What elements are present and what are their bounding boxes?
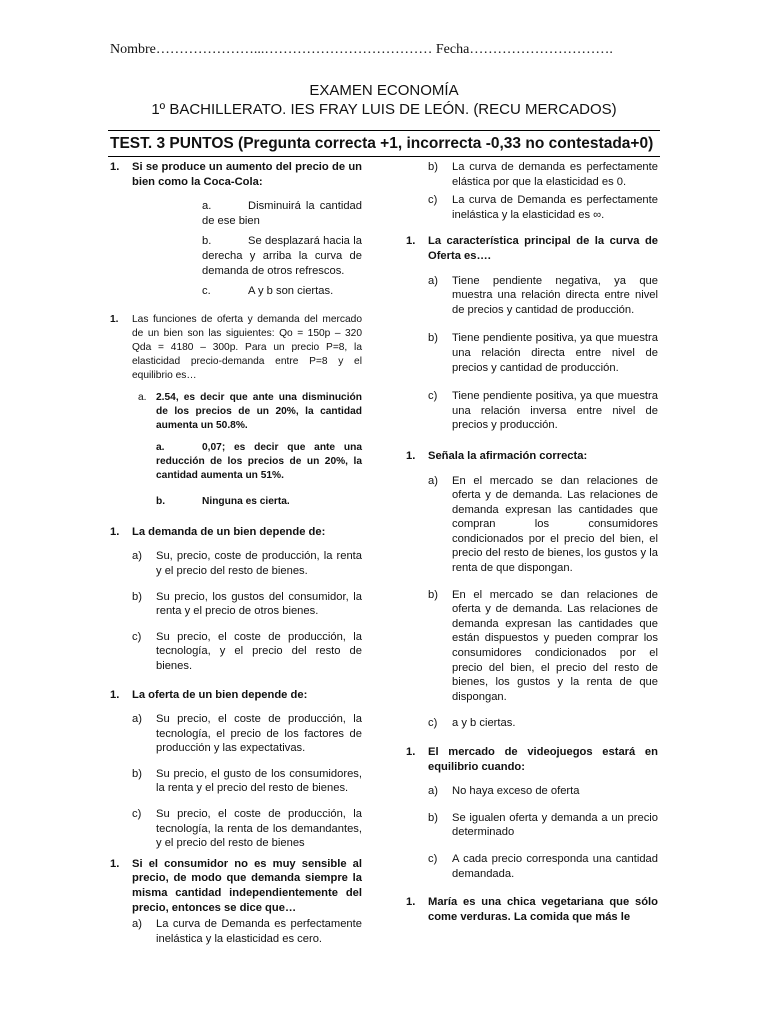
- option-b[interactable]: b) Su precio, los gustos del consumidor, la renta y el precio de otros bienes.: [132, 590, 362, 618]
- option-c[interactable]: c) Tiene pendiente positiva, ya que muestra una relación inversa entre nivel de precios y producción.: [428, 390, 658, 432]
- option-a[interactable]: a) Tiene pendiente negativa, ya que muestra una relación directa entre nivel de precios y cantidad de producción.: [428, 274, 658, 316]
- option-a[interactable]: a) En el mercado se dan relaciones de oferta y de demanda. Las relaciones de demanda expresan las cantidades que compran los consumidores condicionados por el precio del bien, el precio del resto de bienes, los gustos y la renta de que dispongan.: [428, 474, 658, 575]
- option-c[interactable]: c) La curva de Demanda es perfectamente inelástica y la elasticidad es ∞.: [428, 194, 658, 221]
- question-5: 1. Si el consumidor no es muy sensible al precio, de modo que demanda siempre la misma cantidad independientemente del precio, entonces se dice que…: [110, 857, 362, 914]
- left-column: [110, 160, 362, 955]
- question-1: 1. Si se produce un aumento del precio de un bien como la Coca-Cola:: [110, 161, 362, 188]
- question-text: Si se produce un aumento del precio de un bien como la Coca-Cola:: [132, 161, 362, 188]
- question-text: La característica principal de la curva de Oferta es….: [428, 235, 658, 262]
- question-text: La oferta de un bien depende de:: [132, 688, 308, 701]
- question-text: Si el consumidor no es muy sensible al precio, de modo que demanda siempre la misma cantidad independientemente del precio, entonces se dice que…: [132, 857, 362, 914]
- option[interactable]: c. A y b son ciertas.: [202, 285, 334, 298]
- option-c[interactable]: c) Su precio, el coste de producción, la tecnología, la renta de los demandantes, y el precio del resto de bienes: [132, 808, 362, 850]
- question-7: 1. Señala la afirmación correcta:: [406, 449, 658, 464]
- option-b[interactable]: b) La curva de demanda es perfectamente elástica por que la elasticidad es 0.: [428, 161, 658, 188]
- name-date-line: [110, 42, 670, 58]
- question-text: La demanda de un bien depende de:: [132, 525, 326, 538]
- question-text: María es una chica vegetariana que sólo come verduras. La comida que más le: [428, 896, 658, 923]
- option-a[interactable]: a) Su precio, el coste de producción, la tecnología, el precio de los factores de producción y las expectativas.: [132, 713, 362, 755]
- question-6: 1. La característica principal de la curva de Oferta es….: [406, 235, 658, 262]
- question-text: El mercado de videojuegos estará en equilibrio cuando:: [428, 746, 658, 773]
- test-title: TEST. 3 PUNTOS (Pregunta correcta +1, incorrecta -0,33 no contestada+0): [110, 135, 654, 152]
- fecha-label: Fecha: [435, 42, 470, 57]
- option-b[interactable]: b) Su precio, el gusto de los consumidores, la renta y el precio del resto de bienes.: [132, 767, 362, 795]
- option-c[interactable]: c) a y b ciertas.: [428, 717, 516, 730]
- option-b[interactable]: b) Tiene pendiente positiva, ya que muestra una relación directa entre nivel de precios y cantidad de producción.: [428, 332, 658, 374]
- option-b[interactable]: b) En el mercado se dan relaciones de oferta y de demanda. Las relaciones de demanda expresan las cantidades que están dispuestos y pueden comprar los consumidores condicionados por el precio del bien, el precio del resto de bienes, los gustos y la renta de que dispongan.: [428, 588, 658, 703]
- option-a[interactable]: a) La curva de Demanda es perfectamente inelástica y la elasticidad es cero.: [132, 918, 362, 945]
- fecha-dots[interactable]: ………………………….: [469, 42, 613, 57]
- question-text: Señala la afirmación correcta:: [428, 449, 588, 462]
- option[interactable]: a. 0,07; es decir que ante una reducción de los precios de un 20%, la cantidad aumenta un 51%.: [156, 441, 362, 481]
- exam-title: EXAMEN ECONOMÍA: [309, 82, 459, 99]
- option[interactable]: b. Ninguna es cierta.: [156, 495, 290, 507]
- nombre-dots[interactable]: …………………...………………………………: [155, 42, 433, 57]
- question-2: 1. Las funciones de oferta y demanda del mercado de un bien son las siguientes: Qo = 150p – 320 Qda = 4180 – 300p. Para un precio P=8, la elasticidad precio-demanda entre P=8 y el equilibrio es…: [110, 313, 362, 381]
- option[interactable]: b. Se desplazará hacia la derecha y arriba la curva de demanda de otros refrescos.: [202, 235, 362, 277]
- right-column: [406, 160, 658, 934]
- question-4: 1. La oferta de un bien depende de:: [110, 688, 362, 703]
- option-c[interactable]: c) Su precio, el coste de producción, la tecnología, y el precio del resto de bienes.: [132, 630, 362, 672]
- exam-subtitle: 1º BACHILLERATO. IES FRAY LUIS DE LEÓN. (RECU MERCADOS): [151, 101, 617, 118]
- question-text: Las funciones de oferta y demanda del mercado de un bien son las siguientes: Qo = 150p – 320 Qda = 4180 – 300p. Para un precio P=8, la elasticidad precio-demanda entre P=8 y el equilibrio es…: [132, 313, 362, 381]
- option[interactable]: a. Disminuirá la cantidad de ese bien: [202, 200, 362, 227]
- nombre-label: Nombre: [110, 42, 156, 57]
- option[interactable]: a. 2.54, es decir que ante una disminución de los precios de un 20%, la cantidad aumenta un 50.8%.: [138, 391, 362, 431]
- question-9: 1. María es una chica vegetariana que sólo come verduras. La comida que más le: [406, 896, 658, 923]
- option-a[interactable]: a) No haya exceso de oferta: [428, 785, 580, 798]
- bottom-rule: [108, 156, 660, 157]
- question-8: 1. El mercado de videojuegos estará en equilibrio cuando:: [406, 746, 658, 773]
- top-rule: [108, 130, 660, 131]
- option-c[interactable]: c) A cada precio corresponda una cantidad demandada.: [428, 852, 658, 880]
- question-3: 1. La demanda de un bien depende de:: [110, 525, 362, 540]
- option-a[interactable]: a) Su, precio, coste de producción, la renta y el precio del resto de bienes.: [132, 550, 362, 577]
- option-b[interactable]: b) Se igualen oferta y demanda a un precio determinado: [428, 811, 658, 839]
